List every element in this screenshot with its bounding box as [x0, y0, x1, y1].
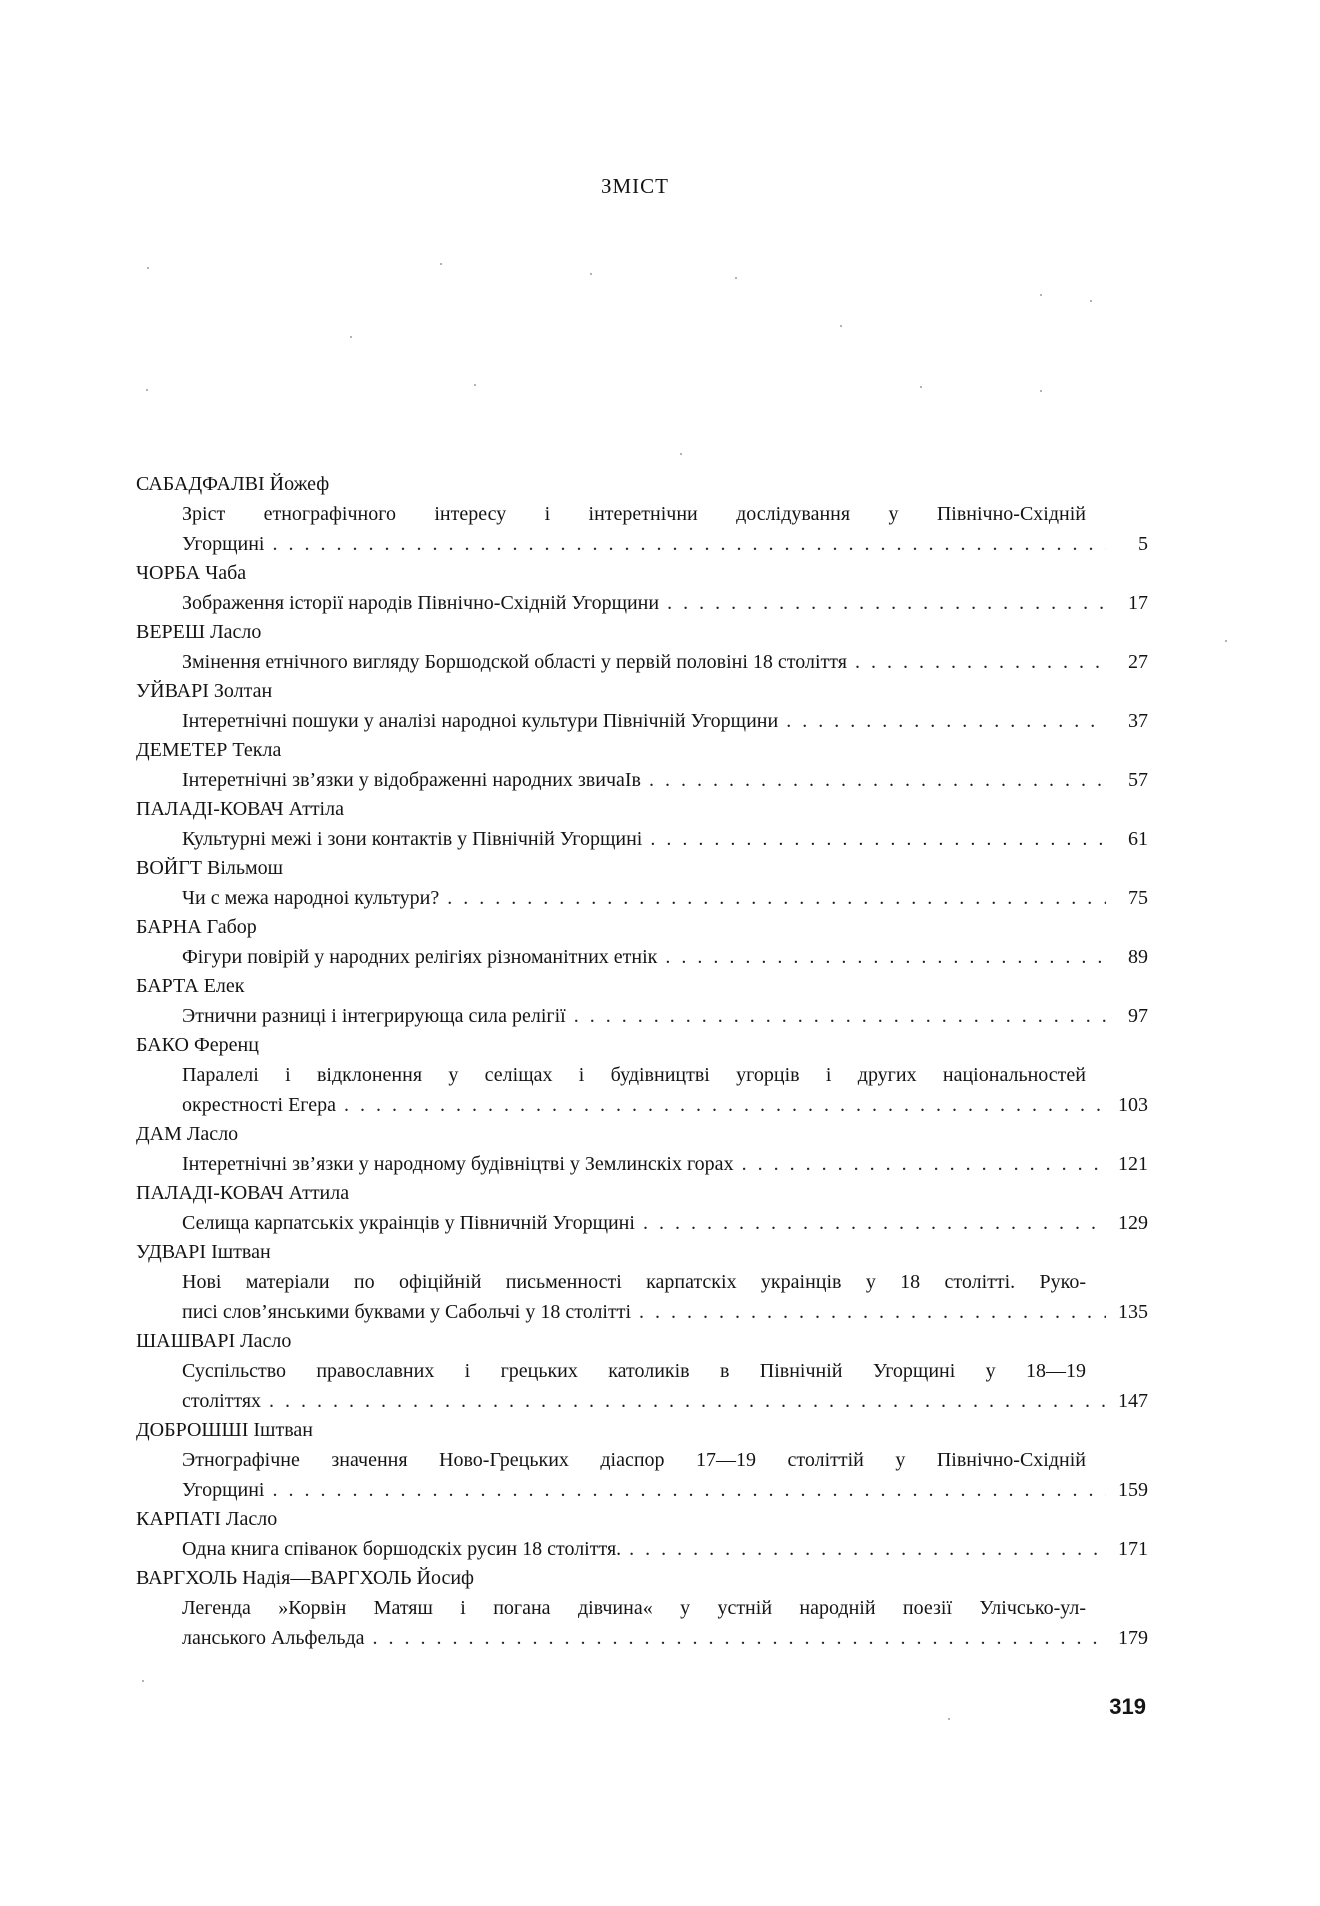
toc-page-number: 147 [1118, 1390, 1148, 1412]
toc-page-number: 5 [1138, 533, 1148, 555]
toc-entry [136, 1060, 1148, 1120]
toc-title-last-line [182, 1623, 1148, 1653]
toc-title-last-line [182, 1297, 1148, 1327]
scan-speck [1040, 294, 1042, 296]
toc-title-text: століттях [182, 1390, 262, 1412]
toc-title-line: Суспільство православних і грецьких католиків в Північній Угорщині у 18—19 [182, 1360, 1086, 1382]
toc-title-last-line [182, 883, 1148, 913]
toc-title-last-line [182, 1001, 1148, 1031]
scan-speck [147, 267, 149, 269]
toc-page-number: 135 [1118, 1301, 1148, 1323]
scan-speck [350, 336, 352, 338]
toc-title-text: писі слов’янськими буквами у Сабольчі у 18 столітті [182, 1301, 632, 1323]
toc-title-text: Угорщині [182, 1479, 265, 1501]
toc-author: УДВАРІ Іштван [136, 1241, 271, 1263]
toc-title-last-line [182, 706, 1148, 736]
toc-entry [136, 765, 1148, 795]
toc-entry [136, 1445, 1148, 1505]
dot-leader [631, 1297, 1106, 1327]
toc-title-text: Змінення етнічного вигляду Боршодской області у первій половіні 18 століття [182, 651, 847, 673]
toc-title-line: Нові матеріали по офіційній письменності карпатскіх украінців у 18 столітті. Руко- [182, 1271, 1086, 1293]
toc-author: ПАЛАДІ-КОВАЧ Аттіла [136, 798, 344, 820]
toc-title-line: Легенда »Корвін Матяш і погана дівчина« у устній народній поезії Улічсько-ул- [182, 1597, 1086, 1619]
toc-title-last-line [182, 1534, 1148, 1564]
dot-leader [641, 765, 1106, 795]
toc-author: БАРТА Елек [136, 975, 245, 997]
toc-author: ЧОРБА Чаба [136, 562, 247, 584]
toc-author: КАРПАТІ Ласло [136, 1508, 278, 1530]
scan-speck [1040, 390, 1042, 392]
toc-page-number: 27 [1128, 651, 1148, 673]
toc-entry [136, 588, 1148, 618]
scan-speck [1090, 300, 1092, 302]
scan-speck [590, 273, 592, 275]
toc-page-number: 121 [1118, 1153, 1148, 1175]
toc-author: ШАШВАРІ Ласло [136, 1330, 292, 1352]
scan-speck [142, 1680, 144, 1682]
toc-title-text: Культурні межі і зони контактів у Північній Угорщині [182, 828, 643, 850]
scan-speck [680, 453, 682, 455]
toc-title-last-line [182, 765, 1148, 795]
toc-page-number: 129 [1118, 1212, 1148, 1234]
scan-speck [146, 389, 148, 391]
toc-entry [136, 824, 1148, 854]
toc-author: БАКО Ференц [136, 1034, 259, 1056]
toc-page-number: 179 [1118, 1627, 1148, 1649]
toc-page-number: 57 [1128, 769, 1148, 791]
dot-leader [642, 824, 1106, 854]
toc-title-last-line [182, 529, 1148, 559]
toc-entry [136, 1534, 1148, 1564]
toc-page-number: 171 [1118, 1538, 1148, 1560]
toc-title-line: Зріст етнографічного інтересу і інтеретнічни дослідування у Північно-Східній [182, 503, 1086, 525]
toc-author: ДЕМЕТЕР Текла [136, 739, 282, 761]
toc-author: БАРНА Габор [136, 916, 257, 938]
dot-leader [621, 1534, 1106, 1564]
toc-entry [136, 1593, 1148, 1653]
toc-page-number: 97 [1128, 1005, 1148, 1027]
toc-entry [136, 1267, 1148, 1327]
toc-author: ВОЙГТ Вільмош [136, 857, 284, 879]
toc-title-last-line [182, 824, 1148, 854]
toc-title-text: Зображення історії народів Північно-Східній Угорщини [182, 592, 660, 614]
toc-page-number: 61 [1128, 828, 1148, 850]
toc-title-last-line [182, 588, 1148, 618]
toc-author: ДОБРОШШІ Іштван [136, 1419, 313, 1441]
toc-entry [136, 499, 1148, 559]
toc-title-text: Інтеретнічні зв’язки у відображенні народних звичаІв [182, 769, 641, 791]
toc-entry [136, 1001, 1148, 1031]
dot-leader [566, 1001, 1106, 1031]
toc-author: ДАМ Ласло [136, 1123, 239, 1145]
scan-speck [948, 1718, 950, 1720]
dot-leader [734, 1149, 1106, 1179]
toc-page-number: 159 [1118, 1479, 1148, 1501]
scan-speck [440, 263, 442, 265]
toc-title-last-line [182, 647, 1148, 677]
toc-title-last-line [182, 1475, 1148, 1505]
dot-leader [336, 1090, 1106, 1120]
dot-leader [657, 942, 1106, 972]
toc-title-text: Селища карпатськіх украінців у Півничній Угорщині [182, 1212, 635, 1234]
toc-title-last-line [182, 1208, 1148, 1238]
scan-speck [840, 325, 842, 327]
scan-speck [474, 384, 476, 386]
scan-speck [920, 386, 922, 388]
dot-leader [365, 1623, 1107, 1653]
toc-title-text: окрестності Егера [182, 1094, 336, 1116]
toc-author: САБАДФАЛВІ Йожеф [136, 473, 330, 495]
toc-title-text: Інтеретнічні пошуки у аналізі народноі культури Північній Угорщини [182, 710, 779, 732]
toc-title-text: Чи с межа народноі культури? [182, 887, 440, 909]
dot-leader [847, 647, 1106, 677]
toc-entry [136, 883, 1148, 913]
dot-leader [778, 706, 1106, 736]
toc-title-last-line [182, 1386, 1148, 1416]
dot-leader [659, 588, 1106, 618]
toc-page-number: 89 [1128, 946, 1148, 968]
scan-speck [1225, 640, 1227, 642]
toc-page-number: 103 [1118, 1094, 1148, 1116]
toc-entry [136, 942, 1148, 972]
toc-title-text: Одна книга співанок боршодскіх русин 18 століття. [182, 1538, 622, 1560]
toc-page-number: 17 [1128, 592, 1148, 614]
dot-leader [635, 1208, 1106, 1238]
toc-title-text: Фігури повірій у народних релігіях різноманітних етнік [182, 946, 658, 968]
toc-entry [136, 1356, 1148, 1416]
toc-entry [136, 647, 1148, 677]
table-of-contents [136, 470, 1148, 1653]
toc-title-line: Паралелі і відклонення у селіщах і будівництві угорців і других національностей [182, 1064, 1086, 1086]
toc-entry [136, 1149, 1148, 1179]
toc-page-number: 37 [1128, 710, 1148, 732]
dot-leader [261, 1386, 1106, 1416]
toc-entry [136, 1208, 1148, 1238]
page-number: 319 [1109, 1694, 1146, 1719]
toc-title-text: ланського Альфельда [182, 1627, 365, 1649]
dot-leader [439, 883, 1106, 913]
page-title: ЗМІСТ [600, 174, 670, 198]
toc-author: УЙВАРІ Золтан [136, 680, 273, 702]
toc-page-number: 75 [1128, 887, 1148, 909]
toc-title-last-line [182, 942, 1148, 972]
toc-entry [136, 706, 1148, 736]
scan-speck [735, 277, 737, 279]
toc-title-text: Угорщині [182, 533, 265, 555]
toc-author: ПАЛАДІ-КОВАЧ Аттила [136, 1182, 350, 1204]
toc-title-text: Інтеретнічні зв’язки у народному будівніцтві у Землинскіх горах [182, 1153, 734, 1175]
toc-title-last-line [182, 1149, 1148, 1179]
dot-leader [264, 529, 1106, 559]
toc-title-last-line [182, 1090, 1148, 1120]
toc-title-text: Этнични разниці і інтегрирующа сила релігії [182, 1005, 566, 1027]
toc-author: ВАРГХОЛЬ Надія—ВАРГХОЛЬ Йосиф [136, 1567, 474, 1589]
dot-leader [264, 1475, 1106, 1505]
toc-author: ВЕРЕШ Ласло [136, 621, 262, 643]
toc-title-line: Этнографічне значення Ново-Грецьких діаспор 17—19 століттій у Північно-Східній [182, 1449, 1086, 1471]
